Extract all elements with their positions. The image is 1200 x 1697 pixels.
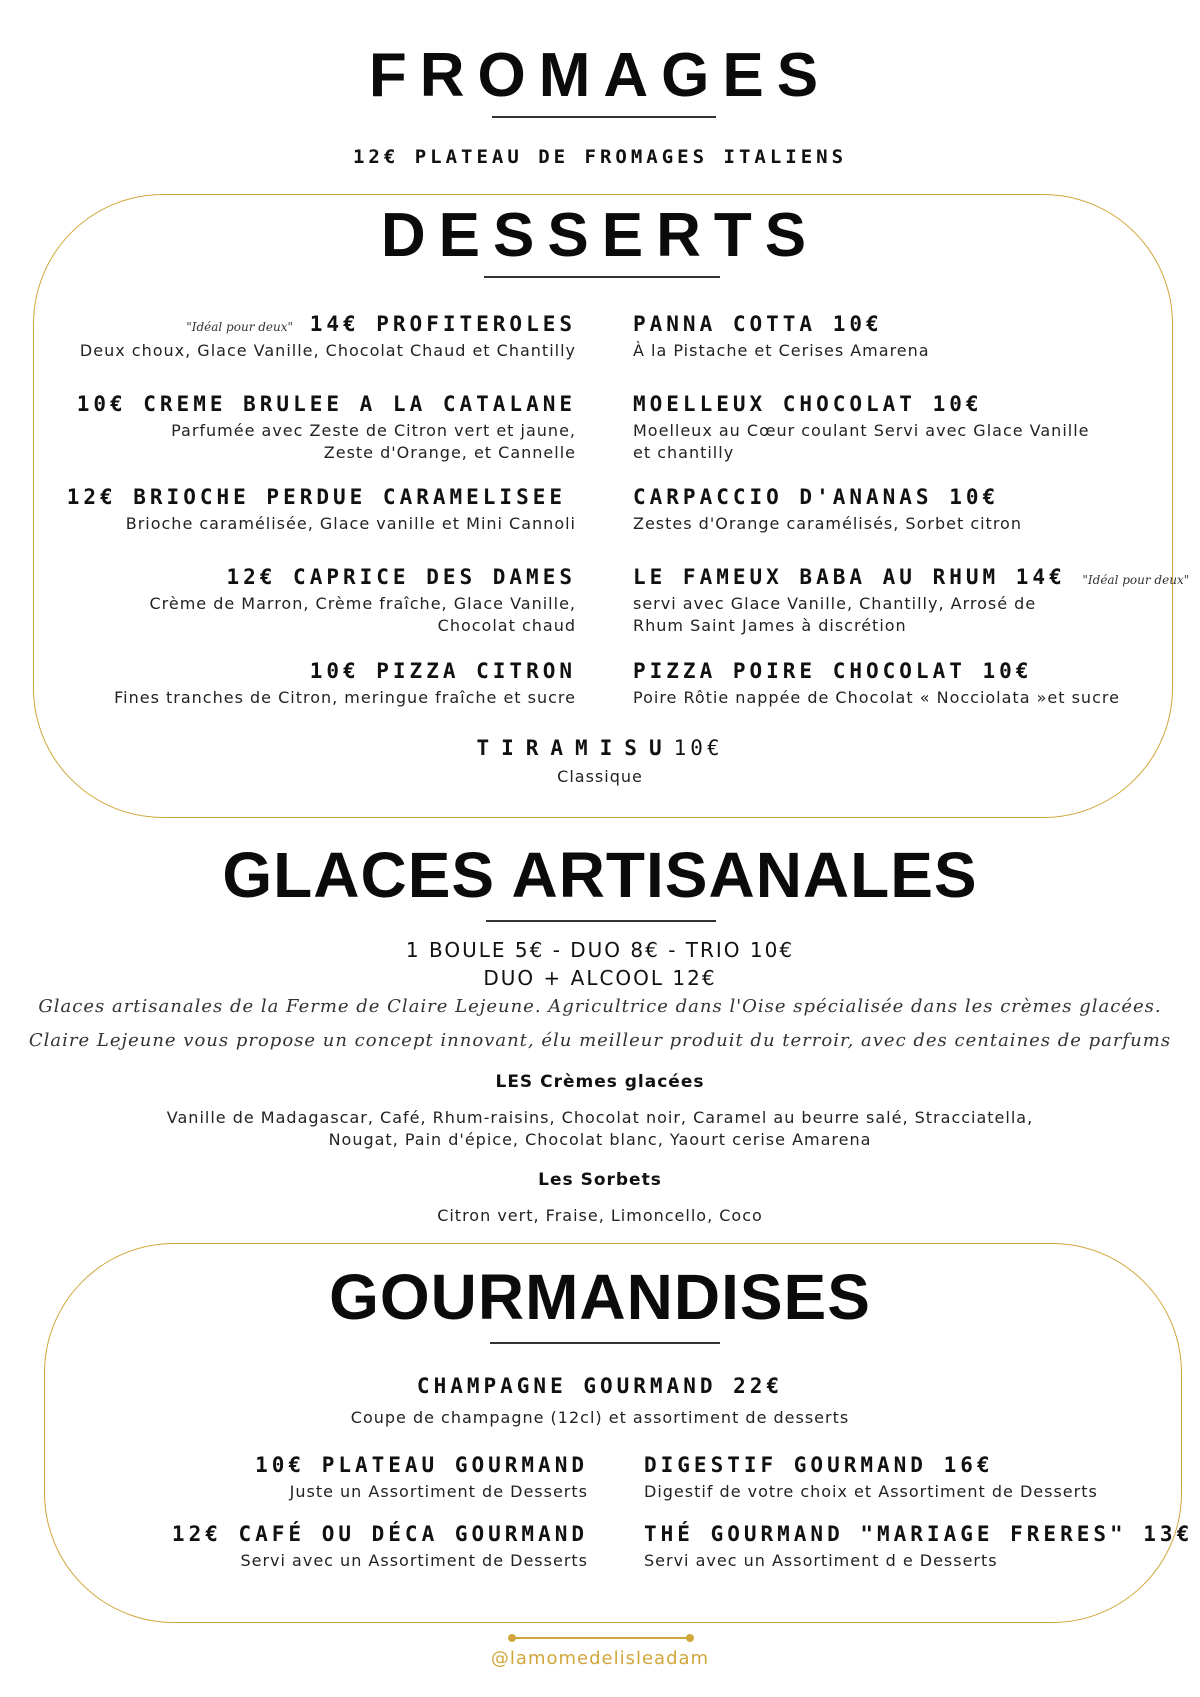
dessert-pizza-citron	[40, 659, 576, 709]
dessert-caprice	[40, 565, 576, 637]
dessert-head: PIZZA POIRE CHOCOLAT 10€	[633, 659, 1033, 683]
dessert-baba	[633, 565, 1190, 637]
tiramisu-desc: Classique	[557, 767, 643, 786]
dessert-head: MOELLEUX CHOCOLAT 10€	[633, 392, 983, 416]
glaces-pricing-1: 1 BOULE 5€ - DUO 8€ - TRIO 10€	[405, 938, 795, 962]
gourmandise-desc: Juste un Assortiment de Desserts	[289, 1482, 588, 1501]
gourmandise-head: DIGESTIF GOURMAND 16€	[644, 1453, 994, 1477]
dessert-carpaccio	[633, 485, 1173, 535]
dessert-head: CARPACCIO D'ANANAS 10€	[633, 485, 1000, 509]
dessert-head: LE FAMEUX BABA AU RHUM 14€	[633, 565, 1066, 589]
dessert-head: 14€ PROFITEROLES	[309, 312, 576, 336]
dessert-head: 10€ PIZZA CITRON	[309, 659, 576, 683]
dessert-head: 10€ CREME BRULEE A LA CATALANE	[76, 392, 576, 416]
dessert-desc: servi avec Glace Vanille, Chantilly, Arrosé de Rhum Saint James à discrétion	[633, 594, 1037, 635]
dessert-brioche	[40, 485, 566, 509]
sorbets-line: Citron vert, Fraise, Limoncello, Coco	[437, 1206, 763, 1225]
gourmandises-divider	[490, 1342, 720, 1344]
dessert-panna-cotta	[633, 312, 1173, 362]
fromages-item: 12€ PLATEAU DE FROMAGES ITALIENS	[352, 146, 848, 168]
footer-dot-right	[686, 1634, 694, 1642]
dessert-profiteroles	[40, 312, 576, 362]
gourmandise-desc: Digestif de votre choix et Assortiment de Desserts	[644, 1482, 1098, 1501]
cremes-line-1: Vanille de Madagascar, Café, Rhum-raisins, Chocolat noir, Caramel au beurre salé, Stracciatella,	[166, 1108, 1034, 1127]
footer-dot-left	[508, 1634, 516, 1642]
cremes-title: LES Crèmes glacées	[495, 1072, 705, 1092]
ideal-note: "Idéal pour deux"	[186, 320, 294, 334]
dessert-desc: Moelleux au Cœur coulant Servi avec Glace Vanille et chantilly	[633, 421, 1090, 462]
dessert-desc: À la Pistache et Cerises Amarena	[633, 341, 930, 360]
champagne-head: CHAMPAGNE GOURMAND 22€	[416, 1374, 784, 1398]
dessert-head: PANNA COTTA 10€	[633, 312, 883, 336]
gourmandise-the	[644, 1522, 1194, 1572]
ideal-note: "Idéal pour deux"	[1082, 573, 1190, 587]
dessert-desc: Parfumée avec Zeste de Citron vert et jaune, Zeste d'Orange, et Cannelle	[171, 421, 576, 462]
dessert-creme-brulee	[40, 392, 576, 464]
glaces-intro-2: Claire Lejeune vous propose un concept innovant, élu meilleur produit du terroir, avec des centaines de parfums	[28, 1030, 1172, 1051]
dessert-desc: Deux choux, Glace Vanille, Chocolat Chaud et Chantilly	[79, 341, 576, 360]
footer-divider	[512, 1637, 690, 1639]
gourmandise-head: THÉ GOURMAND "MARIAGE FRERES" 13€	[644, 1522, 1194, 1546]
fromages-title: FROMAGES	[368, 41, 832, 110]
dessert-head: 12€ CAPRICE DES DAMES	[226, 565, 576, 589]
gourmandise-desc: Servi avec un Assortiment d e Desserts	[644, 1551, 998, 1570]
gourmandise-head: 12€ CAFÉ OU DÉCA GOURMAND	[171, 1522, 588, 1546]
champagne-desc: Coupe de champagne (12cl) et assortiment de desserts	[350, 1408, 850, 1427]
glaces-pricing-2: DUO + ALCOOL 12€	[483, 966, 717, 990]
gourmandises-title: GOURMANDISES	[329, 1261, 871, 1333]
sorbets-title: Les Sorbets	[538, 1170, 662, 1190]
gourmandise-desc: Servi avec un Assortiment de Desserts	[240, 1551, 588, 1570]
dessert-desc: Brioche caramélisée, Glace vanille et Mini Cannoli	[125, 514, 576, 533]
glaces-divider	[486, 920, 716, 922]
glaces-intro-1: Glaces artisanales de la Ferme de Claire Lejeune. Agricultrice dans l'Oise spécialisée dans les crèmes glacées.	[38, 996, 1162, 1017]
tiramisu-head: TIRAMISU	[476, 736, 674, 760]
dessert-desc: Fines tranches de Citron, meringue fraîche et sucre	[114, 688, 576, 707]
dessert-desc: Poire Rôtie nappée de Chocolat « Nocciolata »et sucre	[633, 688, 1120, 707]
glaces-title: GLACES ARTISANALES	[222, 839, 978, 911]
cremes-line-2: Nougat, Pain d'épice, Chocolat blanc, Yaourt cerise Amarena	[328, 1130, 872, 1149]
gourmandise-plateau	[44, 1453, 588, 1503]
gourmandise-digestif	[644, 1453, 1184, 1503]
desserts-title: DESSERTS	[380, 201, 820, 270]
dessert-moelleux	[633, 392, 1173, 464]
dessert-desc: Crème de Marron, Crème fraîche, Glace Vanille, Chocolat chaud	[149, 594, 576, 635]
dessert-desc: Zestes d'Orange caramélisés, Sorbet citron	[633, 514, 1022, 533]
dessert-head: 12€ BRIOCHE PERDUE CARAMELISEE	[66, 485, 566, 509]
tiramisu-price: 10€	[673, 736, 724, 760]
gourmandise-cafe	[44, 1522, 588, 1572]
dessert-brioche-desc-wrap	[40, 513, 576, 535]
dessert-pizza-poire	[633, 659, 1173, 709]
desserts-divider	[484, 276, 720, 278]
fromages-divider	[492, 116, 716, 118]
gourmandise-head: 10€ PLATEAU GOURMAND	[255, 1453, 588, 1477]
dessert-tiramisu	[0, 736, 1200, 788]
instagram-handle[interactable]: @lamomedelisleadam	[490, 1648, 710, 1669]
